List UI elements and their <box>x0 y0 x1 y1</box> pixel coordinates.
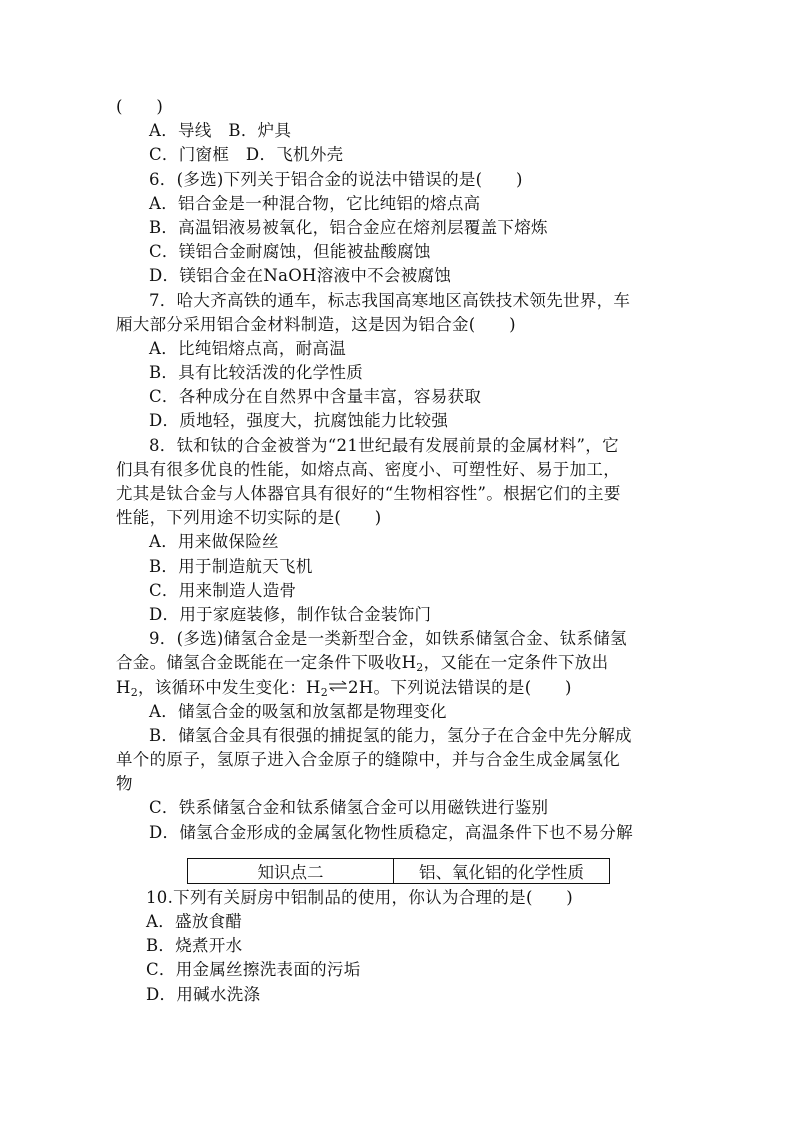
q8-stem-line-1: 8．钛和钛的合金被誉为“21世纪最有发展前景的金属材料”，它 <box>149 435 619 455</box>
knowledge-point-topic: 铝、氧化铝的化学性质 <box>394 858 610 883</box>
q6-option-a: A．铝合金是一种混合物，它比纯铝的熔点高 <box>149 193 481 213</box>
subscript-2: 2 <box>416 661 424 675</box>
q9-stem-line-1: 9．(多选)储氢合金是一类新型合金，如铁系储氢合金、钛系储氢 <box>149 629 627 649</box>
q6-stem: 6．(多选)下列关于铝合金的说法中错误的是( ) <box>149 169 523 189</box>
q9-option-b-line-2: 单个的原子，氢原子进入合金原子的缝隙中，并与合金生成金属氢化 <box>116 750 620 770</box>
knowledge-point-table <box>187 858 610 884</box>
q7-stem-line-2: 厢大部分采用铝合金材料制造，这是因为铝合金( ) <box>116 314 516 334</box>
q5-options-cd: C．门窗框 D．飞机外壳 <box>149 145 344 165</box>
q9-option-a: A．储氢合金的吸氢和放氢都是物理变化 <box>149 701 447 721</box>
q9-option-c: C．铁系储氢合金和钛系储氢合金可以用磁铁进行鉴别 <box>149 798 549 818</box>
q8-option-c: C．用来制造人造骨 <box>149 580 297 600</box>
q10-stem: 10.下列有关厨房中铝制品的使用，你认为合理的是( ) <box>146 887 574 907</box>
q9-stem-line-3-part-a: H <box>116 677 131 697</box>
q6-option-b: B．高温铝液易被氧化，铝合金应在熔剂层覆盖下熔炼 <box>149 217 548 237</box>
q8-stem-line-3: 尤其是钛合金与人体器官具有很好的“生物相容性”。根据它们的主要 <box>116 484 621 503</box>
q9-stem-line-3-part-b: ，该循环中发生变化：H <box>138 677 321 697</box>
q7-stem-line-1: 7．哈大齐高铁的通车，标志我国高寒地区高铁技术领先世界，车 <box>149 290 631 310</box>
reversible-arrow-icon <box>328 679 348 693</box>
q5-options-ab: A．导线 B．炉具 <box>149 121 292 141</box>
q9-stem-line-3 <box>116 676 686 700</box>
q6-option-c: C．镁铝合金耐腐蚀，但能被盐酸腐蚀 <box>149 242 431 262</box>
q7-option-b: B．具有比较活泼的化学性质 <box>149 363 364 383</box>
q8-option-a: A．用来做保险丝 <box>149 532 279 552</box>
q9-stem-line-2-part-b: ，又能在一定条件下放出 <box>423 653 609 673</box>
worksheet-page <box>116 95 686 1007</box>
subscript-2: 2 <box>320 685 329 699</box>
q9-stem-line-3-part-c: 2H。下列说法错误的是( ) <box>348 677 572 697</box>
subscript-2: 2 <box>130 685 139 699</box>
q9-option-d: D．储氢合金形成的金属氢化物性质稳定，高温条件下也不易分解 <box>149 822 633 842</box>
q8-stem-line-2: 们具有很多优良的性能，如熔点高、密度小、可塑性好、易于加工， <box>116 459 620 479</box>
knowledge-point-label: 知识点二 <box>188 858 394 883</box>
q8-stem-line-4: 性能，下列用途不切实际的是( ) <box>116 508 382 528</box>
q9-option-b-line-1: B．储氢合金具有很强的捕捉氢的能力，氢分子在合金中先分解成 <box>149 725 632 745</box>
q5-bracket: ( ) <box>116 97 164 116</box>
q9-stem-line-2-part-a: 合金。储氢合金既能在一定条件下吸收H <box>116 653 417 673</box>
q9-option-b-line-3: 物 <box>116 774 133 794</box>
q10-option-d: D．用碱水洗涤 <box>146 984 261 1004</box>
q10-option-a: A．盛放食醋 <box>146 912 243 931</box>
q6-option-d: D．镁铝合金在NaOH溶液中不会被腐蚀 <box>149 266 452 286</box>
q7-option-d: D．质地轻，强度大，抗腐蚀能力比较强 <box>149 411 449 431</box>
q8-option-b: B．用于制造航天飞机 <box>149 556 313 576</box>
q10-option-c: C．用金属丝擦洗表面的污垢 <box>146 960 361 980</box>
q7-option-c: C．各种成分在自然界中含量丰富，容易获取 <box>149 387 482 407</box>
q9-stem-line-2 <box>116 651 686 675</box>
q8-option-d: D．用于家庭装修，制作钛合金装饰门 <box>149 604 432 624</box>
q10-option-b: B．烧煮开水 <box>146 936 243 956</box>
q7-option-a: A．比纯铝熔点高，耐高温 <box>149 338 347 358</box>
